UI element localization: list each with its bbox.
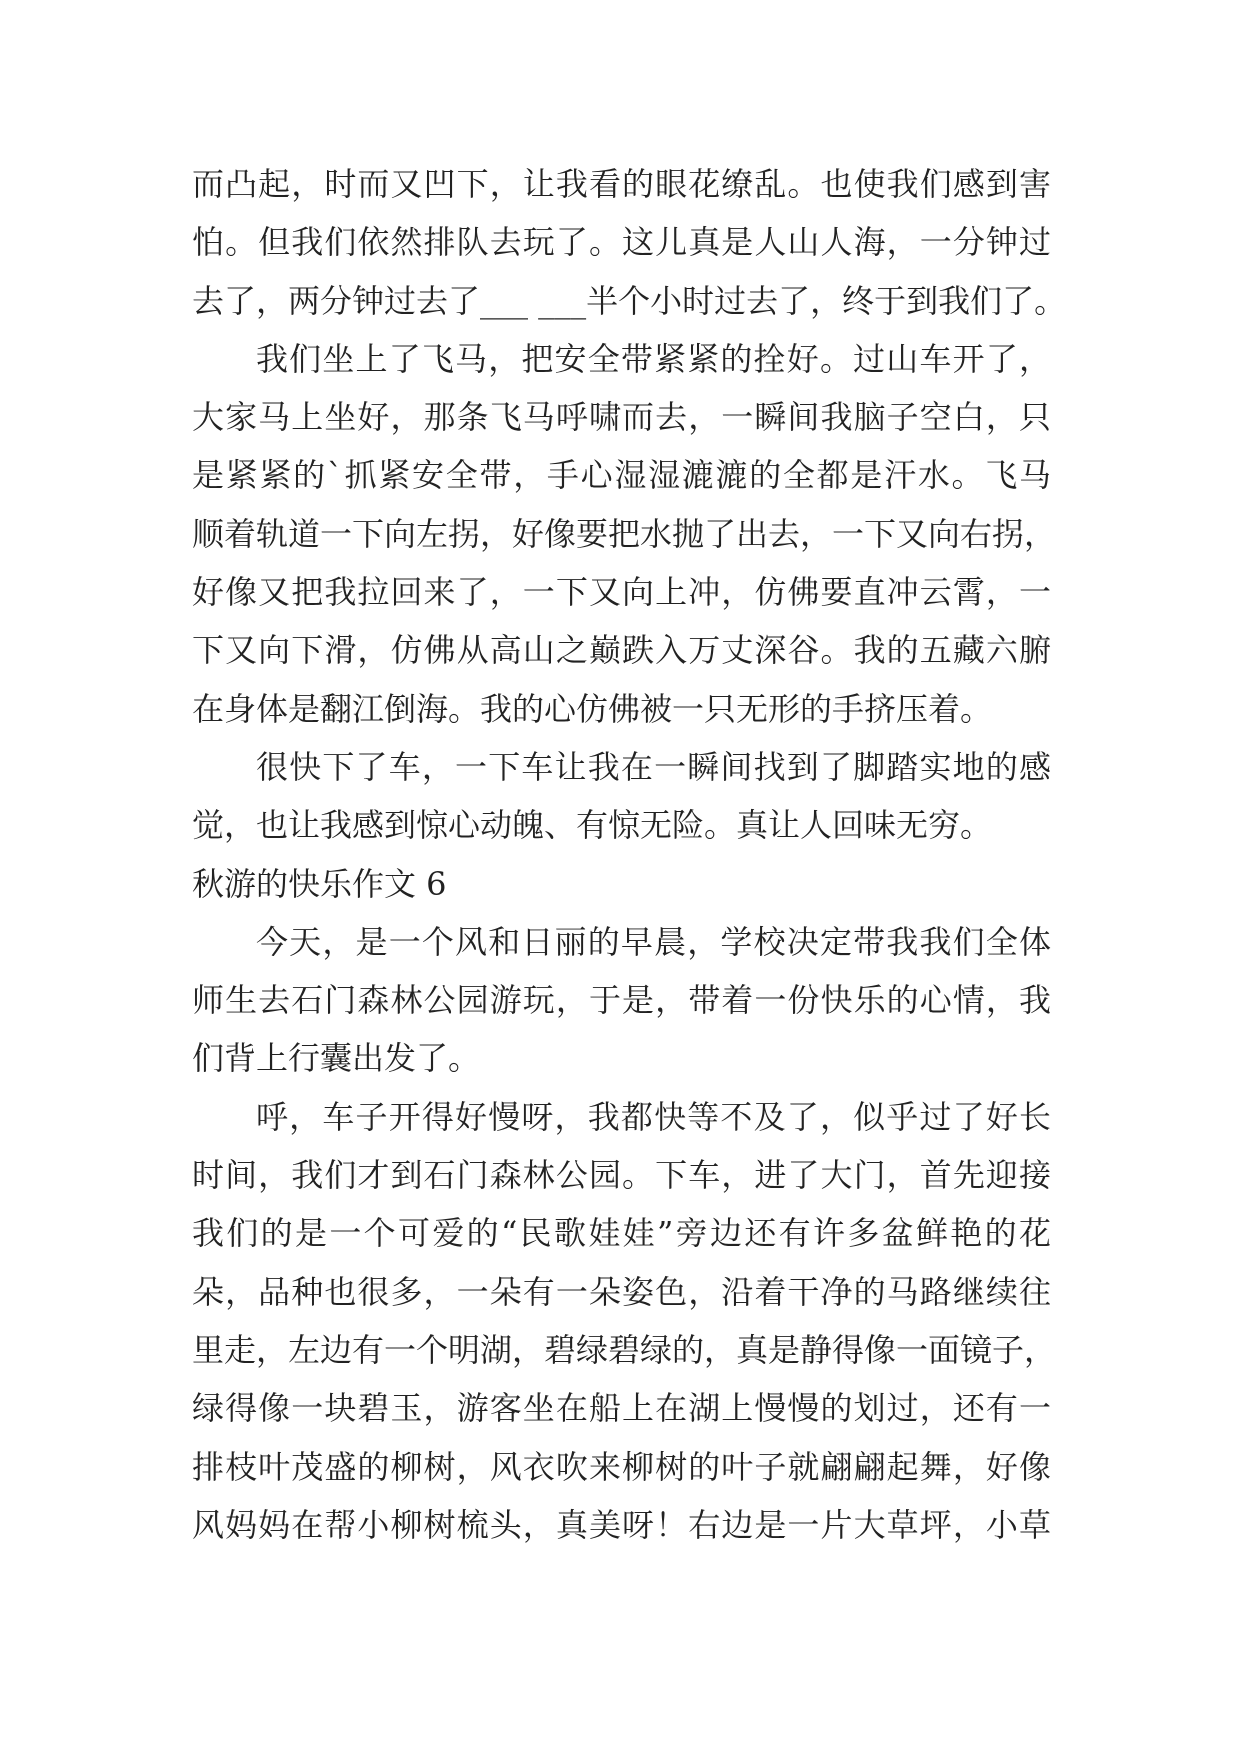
text-line: 下又向下滑，仿佛从高山之巅跌入万丈深谷。我的五藏六腑 — [192, 631, 1051, 670]
text-line: 而凸起，时而又凹下，让我看的眼花缭乱。也使我们感到害 — [192, 165, 1051, 203]
text-line: 排枝叶茂盛的柳树，风衣吹来柳树的叶子就翩翩起舞，好像 — [192, 1447, 1051, 1486]
text-line: 呼，车子开得好慢呀，我都快等不及了，似乎过了好长 — [256, 1097, 1051, 1136]
text-line: 里走，左边有一个明湖，碧绿碧绿的，真是静得像一面镜子， — [192, 1330, 1057, 1369]
text-line: 朵，品种也很多，一朵有一朵姿色，沿着干净的马路继续往 — [192, 1272, 1051, 1311]
paragraph — [192, 330, 1057, 738]
essay-title: 秋游的快乐作文 6 — [192, 864, 447, 903]
text-line: 觉，也让我感到惊心动魄、有惊无险。真让人回味无穷。 — [192, 806, 993, 845]
text-line: 去了，两分钟过去了___ ___半个小时过去了，终于到我们了。 — [192, 281, 1067, 320]
text-line: 很快下了车，一下车让我在一瞬间找到了脚踏实地的感 — [256, 747, 1051, 786]
text-line: 是紧紧的`抓紧安全带，手心湿湿漉漉的全都是汗水。飞马 — [192, 456, 1051, 495]
paragraph — [192, 155, 1067, 330]
text-line: 我们的是一个可爱的“民歌娃娃”旁边还有许多盆鲜艳的花 — [192, 1214, 1051, 1253]
text-line: 在身体是翻江倒海。我的心仿佛被一只无形的手挤压着。 — [192, 689, 993, 728]
text-line: 大家马上坐好，那条飞马呼啸而去，一瞬间我脑子空白，只 — [192, 398, 1051, 437]
text-line: 今天，是一个风和日丽的早晨，学校决定带我我们全体 — [256, 922, 1051, 961]
text-line: 顺着轨道一下向左拐，好像要把水抛了出去，一下又向右拐， — [192, 514, 1057, 553]
paragraph — [192, 1088, 1057, 1554]
text-line: 时间，我们才到石门森林公园。下车，进了大门，首先迎接 — [192, 1156, 1051, 1195]
paragraph — [192, 913, 1051, 1088]
paragraph — [192, 738, 1051, 855]
document-body — [192, 155, 1067, 1554]
text-line: 师生去石门森林公园游玩，于是，带着一份快乐的心情，我 — [192, 981, 1051, 1020]
text-line: 好像又把我拉回来了，一下又向上冲，仿佛要直冲云霄，一 — [192, 573, 1051, 612]
text-line: 们背上行囊出发了。 — [192, 1039, 481, 1078]
text-line: 怕。但我们依然排队去玩了。这儿真是人山人海，一分钟过 — [192, 223, 1051, 262]
text-line: 绿得像一块碧玉，游客坐在船上在湖上慢慢的划过，还有一 — [192, 1389, 1051, 1428]
text-line: 我们坐上了飞马，把安全带紧紧的拴好。过山车开了， — [256, 339, 1051, 378]
text-line: 风妈妈在帮小柳树梳头，真美呀！右边是一片大草坪，小草 — [192, 1505, 1051, 1544]
